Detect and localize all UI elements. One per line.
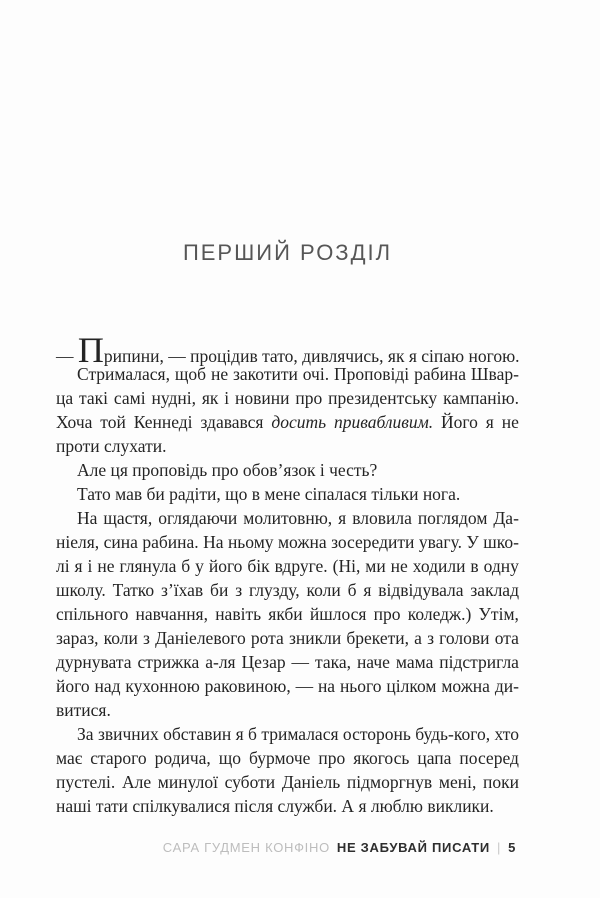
text-line: має старого родича, що бурмоче про якогось цапа посеред [56, 748, 519, 768]
text-segment: Тато мав би радіти, що в мене сіпалася тільки нога. [77, 484, 461, 504]
text-line: пустелі. Але минулої суботи Даніель підморгнув мені, поки [56, 772, 519, 792]
footer-separator: | [496, 840, 502, 855]
text-line: його над кухонною раковиною, — на нього цілком можна ди- [56, 676, 519, 696]
text-segment: рипини, — процідив тато, дивлячись, як я сіпаю ногою. [103, 346, 520, 366]
text-line: Стрималася, щоб не закотити очі. Проповіді рабина Швар- [77, 364, 519, 384]
text-line [56, 698, 519, 722]
text-line: дурнувата стрижка а-ля Цезар — така, наче мама підстригла [56, 652, 519, 672]
text-line: Хоча той Кеннеді здавався досить привабливим. Його я не [56, 412, 519, 432]
text-line: За звичних обставин я б трималася осторонь будь-кого, хто [77, 724, 519, 744]
text-line: лі я і не глянула б у його бік вдруге. (Ні, ми не ходили в одну [56, 556, 519, 576]
chapter-heading: ПЕРШИЙ РОЗДІЛ [182, 240, 393, 265]
text-line: зараз, коли з Даніелевого рота зникли брекети, а з голови ота [56, 628, 519, 648]
text-line [56, 330, 520, 370]
text-line: ца такі самі нудні, як і новини про президентську кампанію. [56, 388, 519, 408]
text-line [56, 482, 519, 506]
body-text [56, 330, 520, 818]
footer-book-title: НЕ ЗАБУВАЙ ПИСАТИ [336, 840, 490, 855]
footer-author: САРА ГУДМЕН КОНФІНО [162, 840, 330, 855]
text-line [56, 794, 519, 818]
dialogue-dash: — [56, 346, 78, 366]
text-segment: наші тати спілкувалися після служби. А я люблю виклики. [56, 796, 494, 816]
text-line: На щастя, оглядаючи молитовню, я вловила поглядом Да- [77, 508, 519, 528]
text-line [56, 434, 519, 458]
text-segment: Але ця проповідь про обов’язок і честь? [77, 460, 378, 480]
text-line [56, 458, 519, 482]
text-segment: проти слухати. [56, 436, 167, 456]
raised-initial-cap: П [77, 330, 104, 370]
text-line: ніеля, сина рабина. На ньому можна зосередити увагу. У шко- [56, 532, 519, 552]
footer-page-number: 5 [508, 840, 516, 855]
text-line: спільного навчання, навіть якби йшлося про коледж.) Утім, [56, 604, 519, 624]
text-segment: витися. [56, 700, 111, 720]
page-footer [163, 840, 516, 855]
text-line: школу. Татко з’їхав би з глузду, коли б я відвідувала заклад [56, 580, 519, 600]
